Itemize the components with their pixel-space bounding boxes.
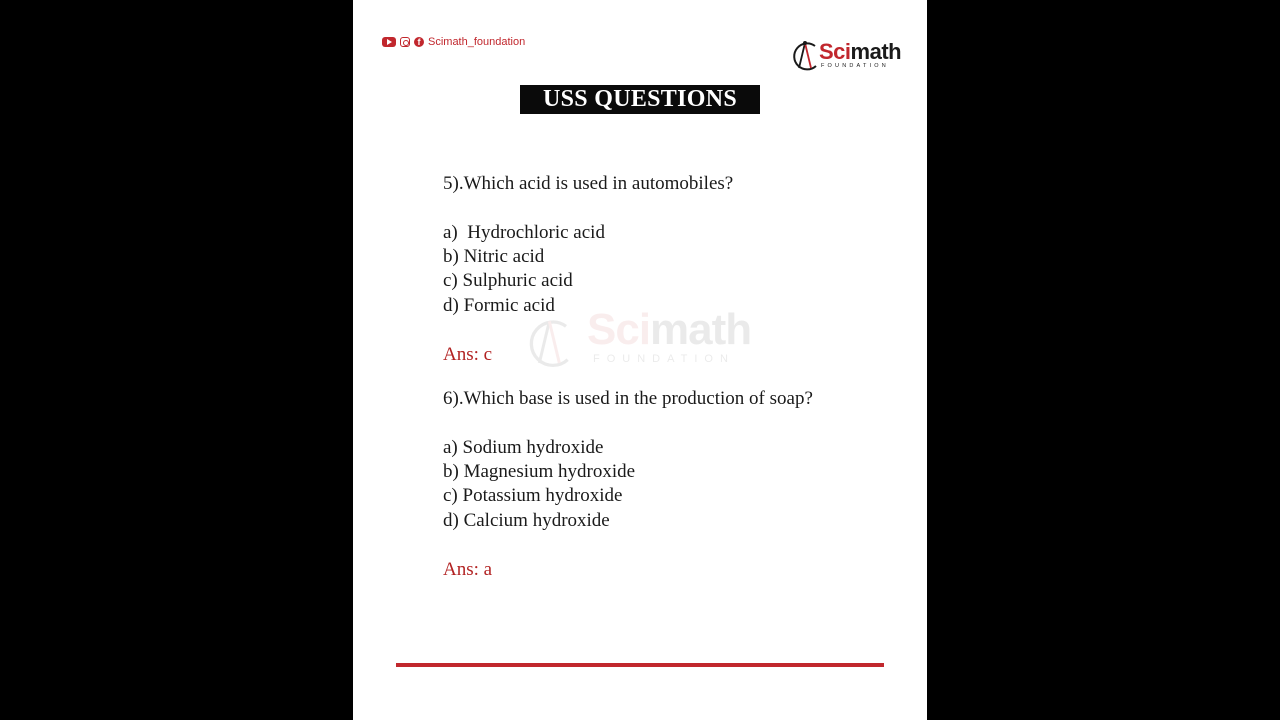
watermark-wordmark: Scimath (587, 305, 752, 354)
option-d: d) Formic acid (443, 295, 555, 316)
scimath-logo (791, 38, 901, 74)
document-page (353, 0, 927, 720)
option-a: a) Sodium hydroxide (443, 437, 604, 458)
question-text: 6).Which base is used in the production of soap? (443, 388, 813, 409)
social-handle: Scimath_foundation (428, 36, 526, 48)
bottom-divider (396, 663, 884, 667)
answer-text: Ans: c (443, 344, 493, 365)
option-b: b) Nitric acid (443, 246, 545, 267)
option-c: c) Potassium hydroxide (443, 485, 623, 506)
option-a: a) Hydrochloric acid (443, 222, 605, 243)
watermark-logo (521, 305, 771, 375)
watermark-compass-icon (521, 313, 581, 373)
option-b: b) Magnesium hydroxide (443, 461, 636, 482)
compass-logo-icon (791, 38, 821, 74)
watermark-subtitle: FOUNDATION (593, 353, 735, 365)
option-d: d) Calcium hydroxide (443, 510, 610, 531)
page-title: USS QUESTIONS (520, 85, 760, 114)
logo-wordmark: Scimath (819, 39, 902, 64)
facebook-icon[interactable]: f (414, 37, 424, 47)
option-c: c) Sulphuric acid (443, 270, 573, 291)
youtube-icon[interactable] (382, 37, 396, 47)
question-text: 5).Which acid is used in automobiles? (443, 173, 734, 194)
answer-text: Ans: a (443, 559, 493, 580)
social-links (382, 36, 525, 48)
instagram-icon[interactable] (400, 37, 410, 47)
logo-subtitle: FOUNDATION (821, 63, 889, 69)
